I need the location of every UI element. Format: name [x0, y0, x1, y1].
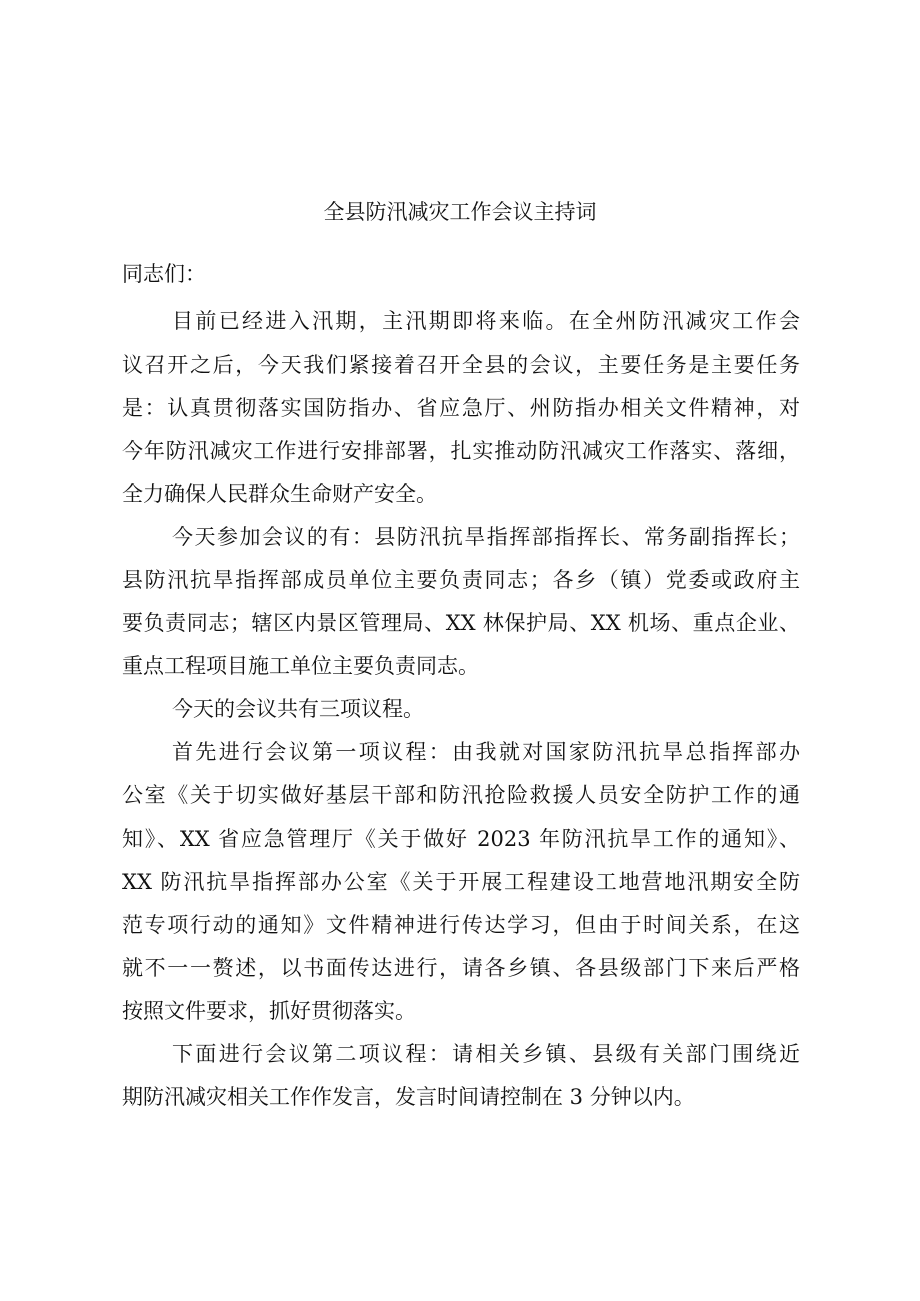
- document-title: 全县防汛减灾工作会议主持词: [323, 200, 597, 224]
- text-line: 目前已经进入汛期，主汛期即将来临。在全州防汛减灾工作会: [172, 309, 800, 334]
- text-line: 议召开之后，今天我们紧接着召开全县的会议，主要任务是主要任务: [122, 352, 800, 377]
- text-line: 今天的会议共有三项议程。: [172, 697, 424, 722]
- text-line: 今年防汛减灾工作进行安排部署，扎实推动防汛减灾工作落实、落细，: [122, 438, 800, 463]
- text-line: 公室《关于切实做好基层干部和防汛抢险救援人员安全防护工作的通: [122, 783, 800, 808]
- text-line: 期防汛减灾相关工作作发言，发言时间请控制在 3 分钟以内。: [122, 1085, 695, 1110]
- text-line: 首先进行会议第一项议程：由我就对国家防汛抗旱总指挥部办: [172, 740, 800, 765]
- text-line: 就不一一赘述，以书面传达进行，请各乡镇、各县级部门下来后严格: [122, 955, 800, 980]
- text-line: 知》、XX 省应急管理厅《关于做好 2023 年防汛抗旱工作的通知》、: [122, 826, 800, 851]
- paragraph-agenda-item-1: [122, 731, 800, 1033]
- paragraph-agenda-count: [122, 688, 800, 731]
- text-line: XX 防汛抗旱指挥部办公室《关于开展工程建设工地营地汛期安全防: [122, 869, 800, 894]
- text-line: 是：认真贯彻落实国防指办、省应急厅、州防指办相关文件精神，对: [122, 395, 800, 420]
- text-line: 范专项行动的通知》文件精神进行传达学习，但由于时间关系，在这: [122, 912, 800, 937]
- paragraph-opening: [122, 300, 800, 515]
- text-line: 县防汛抗旱指挥部成员单位主要负责同志；各乡（镇）党委或政府主: [122, 567, 800, 592]
- text-line: 全力确保人民群众生命财产安全。: [122, 481, 437, 506]
- text-line: 下面进行会议第二项议程：请相关乡镇、县级有关部门围绕近: [172, 1042, 800, 1067]
- text-line: 今天参加会议的有：县防汛抗旱指挥部指挥长、常务副指挥长；: [172, 524, 800, 549]
- salutation: 同志们：: [122, 262, 206, 287]
- document-body: [122, 253, 800, 1119]
- paragraph-agenda-item-2: [122, 1033, 800, 1119]
- paragraph-attendees: [122, 516, 800, 688]
- text-line: 要负责同志；辖区内景区管理局、XX 林保护局、XX 机场、重点企业、: [122, 611, 800, 636]
- text-line: 按照文件要求，抓好贯彻落实。: [122, 998, 416, 1023]
- text-line: 重点工程项目施工单位主要负责同志。: [122, 654, 479, 679]
